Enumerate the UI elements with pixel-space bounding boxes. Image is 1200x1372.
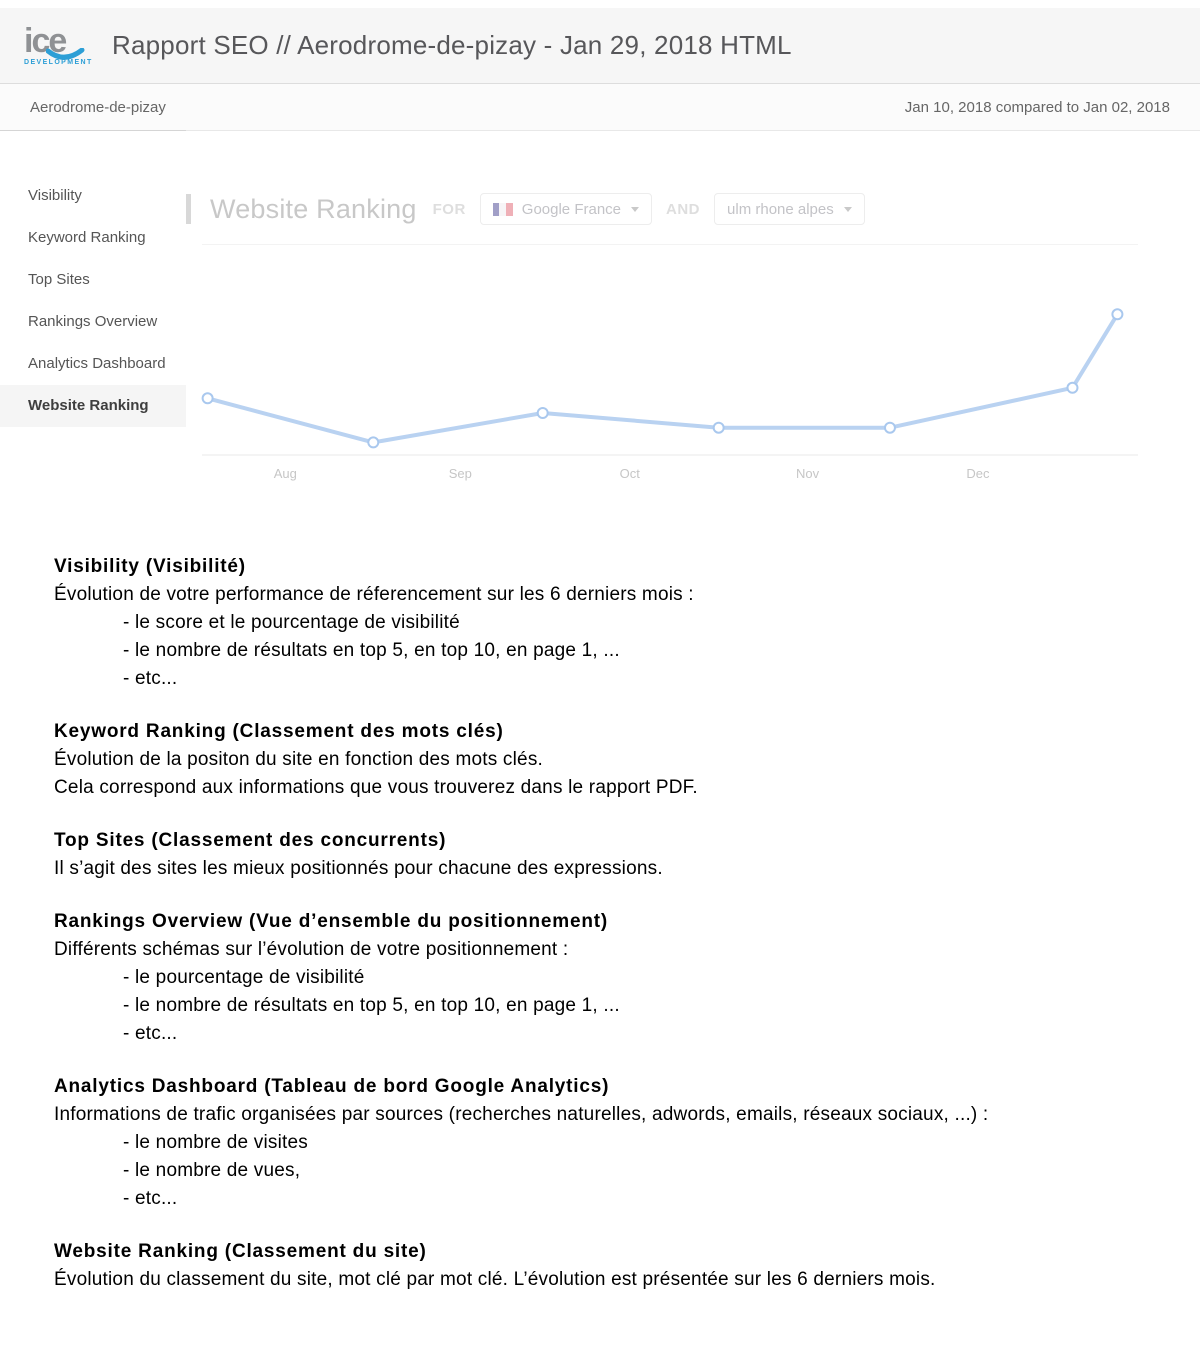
- report-descriptions: [54, 553, 1114, 1294]
- sidebar-item-keyword-ranking[interactable]: Keyword Ranking: [28, 229, 146, 246]
- keyword-value: ulm rhone alpes: [727, 200, 834, 218]
- top-strip: [0, 0, 1200, 8]
- data-point-marker: [1112, 309, 1122, 319]
- section-paragraph: Évolution du classement du site, mot clé par mot clé. L’évolution est présentée sur les 6 derniers mois.: [54, 1269, 936, 1290]
- description-section: [54, 553, 1114, 693]
- main-content: [186, 131, 1200, 483]
- section-bullet: - le nombre de résultats en top 5, en top 10, en page 1, ...: [123, 640, 620, 661]
- ranking-chart-svg: [202, 245, 1138, 483]
- section-heading: Top Sites (Classement des concurrents): [54, 830, 447, 851]
- x-tick-label: Aug: [273, 466, 297, 481]
- section-bullet: - le nombre de visites: [123, 1132, 308, 1153]
- caret-down-icon: [844, 207, 852, 212]
- section-bullet: - le nombre de vues,: [123, 1160, 301, 1181]
- description-section: [54, 908, 1114, 1048]
- section-paragraph: Il s’agit des sites les mieux positionnés pour chacune des expressions.: [54, 858, 663, 879]
- logo-swoosh-icon: [46, 48, 86, 64]
- section-paragraph: Cela correspond aux informations que vous trouverez dans le rapport PDF.: [54, 777, 698, 798]
- x-tick-label: Nov: [796, 466, 820, 481]
- description-section: [54, 1238, 1114, 1294]
- data-point-marker: [368, 437, 378, 447]
- data-point-marker: [885, 423, 895, 433]
- keyword-dropdown[interactable]: [714, 193, 865, 225]
- section-heading: Analytics Dashboard (Tableau de bord Google Analytics): [54, 1076, 610, 1097]
- x-tick-label: Sep: [448, 466, 472, 481]
- section-title-row: [186, 190, 1168, 228]
- section-bullet: - etc...: [123, 1023, 178, 1044]
- report-sidebar: [0, 131, 186, 427]
- sidebar-item-website-ranking[interactable]: Website Ranking: [0, 385, 186, 427]
- sidebar-item-visibility[interactable]: Visibility: [28, 187, 82, 204]
- section-bullet: - le score et le pourcentage de visibilité: [123, 612, 460, 633]
- sidebar-item-rankings-overview[interactable]: Rankings Overview: [28, 313, 158, 330]
- description-section: [54, 1073, 1114, 1213]
- section-bullet: - etc...: [123, 1188, 178, 1209]
- sidebar-item-top-sites[interactable]: Top Sites: [28, 271, 90, 288]
- ice-development-logo: [24, 21, 94, 66]
- app-header: [0, 8, 1200, 84]
- ranking-line-chart: [202, 244, 1138, 483]
- section-bullet: - etc...: [123, 668, 178, 689]
- section-paragraph: Évolution de la positon du site en fonction des mots clés.: [54, 749, 543, 770]
- section-bullet: - le pourcentage de visibilité: [123, 967, 365, 988]
- x-tick-label: Dec: [966, 466, 990, 481]
- date-comparison-label: Jan 10, 2018 compared to Jan 02, 2018: [904, 98, 1170, 116]
- subheader-bar: [0, 84, 1200, 131]
- data-point-marker: [714, 423, 724, 433]
- logo-subtext: DEVELOPMENT: [24, 58, 93, 66]
- section-heading: Rankings Overview (Vue d’ensemble du positionnement): [54, 911, 608, 932]
- section-heading: Keyword Ranking (Classement des mots clés): [54, 721, 504, 742]
- title-accent-bar: [186, 194, 191, 224]
- x-tick-label: Oct: [619, 466, 640, 481]
- site-tab[interactable]: Aerodrome-de-pizay: [30, 98, 166, 116]
- page-title: Rapport SEO // Aerodrome-de-pizay - Jan 29, 2018 HTML: [112, 30, 792, 60]
- section-paragraph: Évolution de votre performance de réferencement sur les 6 derniers mois :: [54, 584, 694, 605]
- logo-wordmark: ice: [24, 21, 66, 60]
- caret-down-icon: [631, 207, 639, 212]
- search-engine-dropdown[interactable]: [480, 193, 652, 225]
- and-label: AND: [666, 200, 701, 218]
- search-engine-value: Google France: [521, 200, 622, 218]
- french-flag-icon: [493, 203, 513, 216]
- description-section: [54, 827, 1114, 883]
- sidebar-item-analytics-dashboard[interactable]: Analytics Dashboard: [28, 355, 166, 372]
- section-heading: Visibility (Visibilité): [54, 556, 246, 577]
- description-section: [54, 718, 1114, 802]
- section-bullet: - le nombre de résultats en top 5, en top 10, en page 1, ...: [123, 995, 620, 1016]
- data-point-marker: [203, 393, 213, 403]
- section-paragraph: Informations de trafic organisées par sources (recherches naturelles, adwords, emails, réseaux sociaux, ...) :: [54, 1104, 989, 1125]
- section-paragraph: Différents schémas sur l’évolution de votre positionnement :: [54, 939, 569, 960]
- ranking-series-line: [208, 314, 1118, 442]
- for-label: FOR: [432, 200, 466, 218]
- data-point-marker: [1067, 383, 1077, 393]
- data-point-marker: [538, 408, 548, 418]
- section-heading: Website Ranking (Classement du site): [54, 1241, 427, 1262]
- section-title: Website Ranking: [210, 193, 417, 224]
